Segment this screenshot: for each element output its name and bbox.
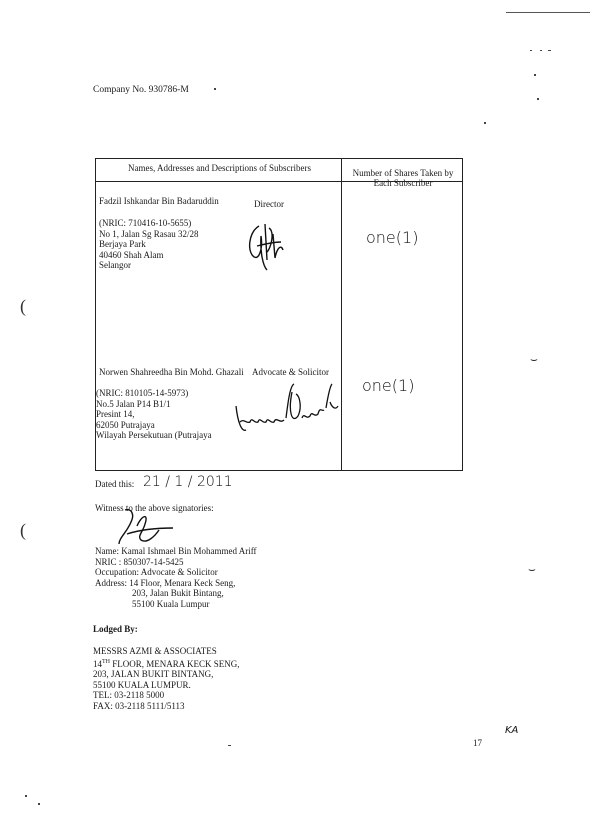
table-header-right-text: Number of Shares Taken by Each Subscriber [352,168,454,188]
table-header-left: Names, Addresses and Descriptions of Subscribers [128,163,311,173]
initials: KA [505,725,519,736]
witness-signature [115,506,180,551]
subscriber-1-role: Director [254,199,284,209]
lodged-by-label: Lodged By: [93,624,138,634]
floor-number: 14 [93,658,102,669]
subscriber-2-signature [232,372,342,442]
witness-details [95,546,257,588]
witness-address-line: 55100 Kuala Lumpur [132,598,210,609]
scan-dot [534,74,536,76]
floor-rest: FLOOR, MENARA KECK SENG, [110,658,240,669]
company-number: Company No. 930786-M [93,85,189,95]
page-number: 17 [473,738,482,748]
table-header-right [344,168,462,188]
scan-dot [530,50,532,51]
subscriber-1-nric: (NRIC: 710416-10-5655) [99,218,192,228]
witness-address-continued [132,588,224,609]
subscriber-1-address-line: No 1, Jalan Sg Rasau 32/28 [99,228,199,239]
scan-dot [484,122,486,124]
scan-dot [228,745,231,746]
floor-superscript: TH [102,658,110,665]
subscriber-1-address [99,218,199,271]
lodged-by-city: 55100 KUALA LUMPUR. [93,679,191,690]
scan-dot [540,50,542,51]
witness-address-line: 203, Jalan Bukit Bintang, [132,588,224,598]
scan-dot [548,50,551,51]
subscriber-2-nric: (NRIC: 810105-14-5973) [96,388,189,398]
lodged-by-firm: MESSRS AZMI & ASSOCIATES [93,646,217,656]
subscriber-1-shares: one(1) [366,228,419,247]
subscriber-1-address-line: 40460 Shah Alam [99,249,164,260]
witness-label: Witness to the above signatories: [95,503,214,513]
scan-mark-left-1: ( [20,296,26,316]
subscriber-2-address-line: Presint 14, [96,409,135,419]
subscriber-2-shares: one(1) [362,376,415,395]
subscriber-2-address [96,388,212,441]
subscriber-1-signature [243,218,288,273]
witness-name: Name: Kamal Ishmael Bin Mohammed Ariff [95,546,257,556]
scan-mark-left-2: ( [20,520,26,540]
scan-mark-right-1: ⌣ [530,352,538,366]
lodged-by-floor [93,657,240,670]
subscriber-1-address-line: Selangor [99,260,131,270]
witness-occupation: Occupation: Advocate & Solicitor [95,567,218,577]
dated-label: Dated this: [95,479,135,489]
scan-dot [25,795,27,797]
witness-nric: NRIC : 850307-14-5425 [95,556,184,567]
scan-dot [214,88,216,90]
dated-value: 21 / 1 / 2011 [143,474,233,490]
subscriber-1-address-line: Berjaya Park [99,239,146,249]
subscriber-1-name: Fadzil Ishkandar Bin Badaruddin [99,196,219,206]
subscriber-2-role: Advocate & Solicitor [252,367,329,377]
lodged-by-details [93,646,240,711]
lodged-by-street: 203, JALAN BUKIT BINTANG, [93,669,214,679]
scan-dot [537,98,539,100]
subscriber-2-name: Norwen Shahreedha Bin Mohd. Ghazali [99,367,244,377]
lodged-by-fax: FAX: 03-2118 5111/5113 [93,700,185,711]
scan-line [506,12,590,13]
scan-mark-right-2: ⌣ [528,562,536,576]
lodged-by-tel: TEL: 03-2118 5000 [93,690,165,700]
subscriber-2-address-line: 62050 Putrajaya [96,419,155,430]
witness-address: Address: 14 Floor, Menara Keck Seng, [95,577,236,588]
subscriber-2-address-line: Wilayah Persekutuan (Putrajaya [96,430,212,440]
scan-dot [38,803,40,805]
subscriber-2-address-line: No.5 Jalan P14 B1/1 [96,398,171,409]
